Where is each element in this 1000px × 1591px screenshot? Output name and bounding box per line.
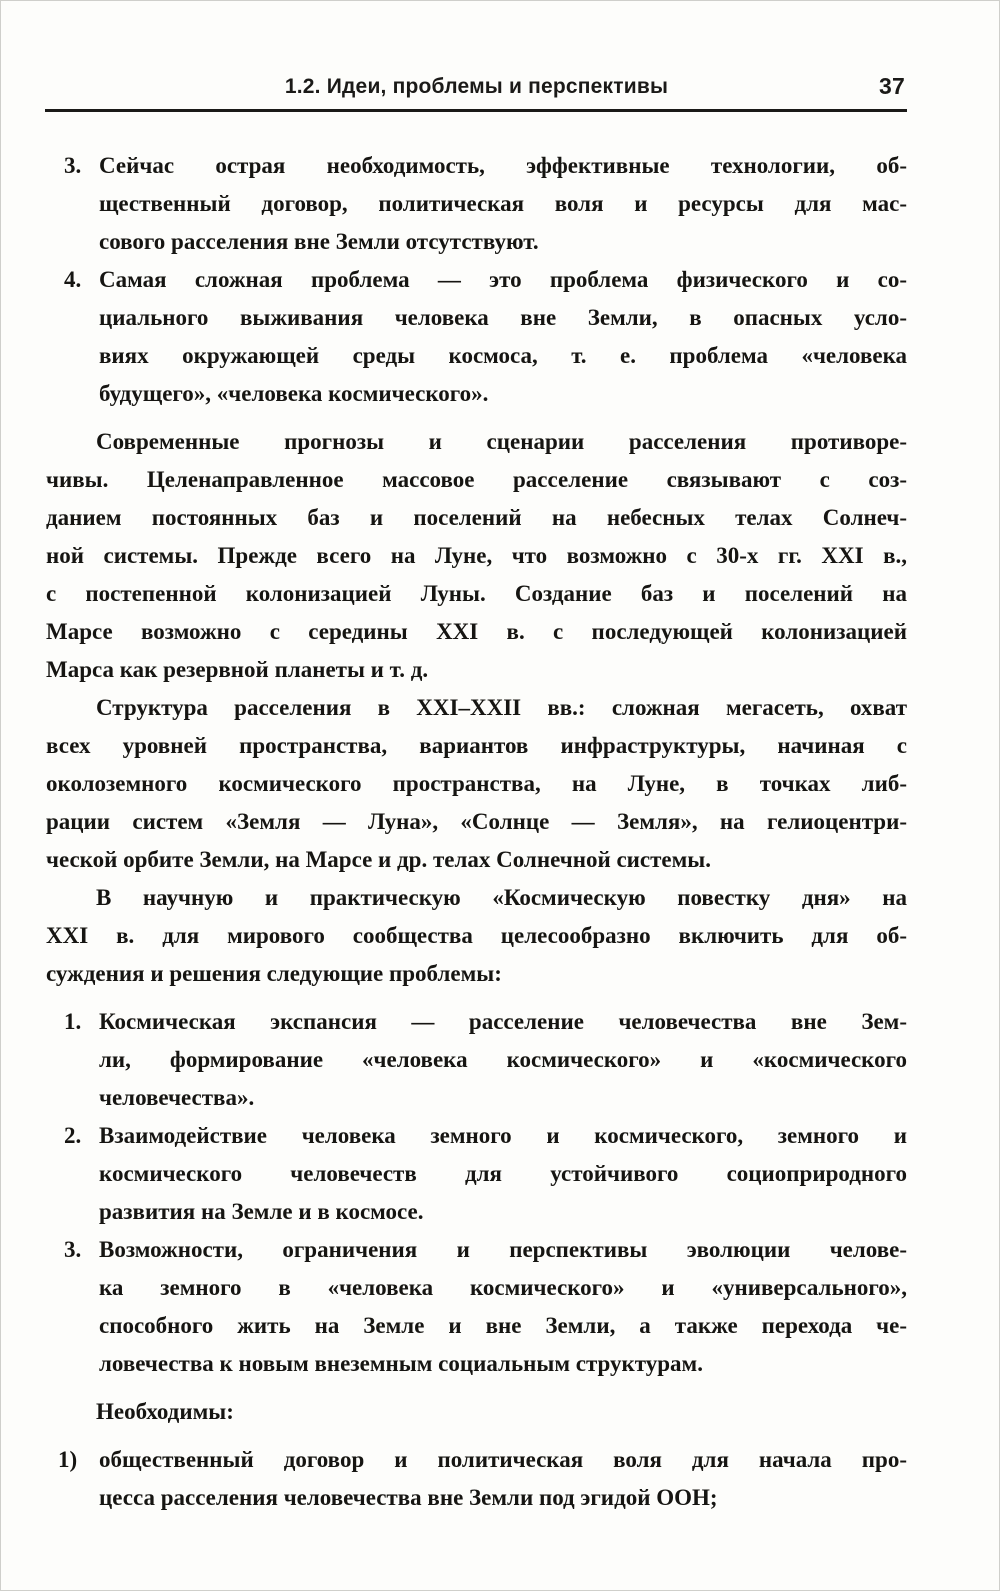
text-line: Необходимы:	[96, 1399, 234, 1424]
header-rule	[45, 109, 907, 112]
text-line: сового расселения вне Земли отсутствуют.	[99, 229, 539, 254]
list-marker: 1.	[64, 1009, 82, 1034]
list-marker: 3.	[64, 1237, 82, 1262]
text-line: чивы. Целенаправленное массовое расселение связывают с соз-	[46, 467, 907, 492]
text-line: Структура расселения в XXI–XXII вв.: сложная мегасеть, охват	[96, 695, 907, 720]
list-marker: 3.	[64, 153, 82, 178]
text-line: рации систем «Земля — Луна», «Солнце — Земля», на гелиоцентри-	[46, 809, 907, 834]
text-line: Взаимодействие человека земного и космического, земного и	[99, 1123, 907, 1148]
text-line: Современные прогнозы и сценарии расселения противоре-	[96, 429, 907, 454]
list-item	[46, 147, 907, 261]
list-item	[46, 1117, 907, 1231]
text-line: ловечества к новым внеземным социальным структурам.	[99, 1351, 703, 1376]
paragraph	[46, 689, 907, 879]
text-line: виях окружающей среды космоса, т. е. проблема «человека	[99, 343, 907, 368]
text-line: XXI в. для мирового сообщества целесообразно включить для об-	[46, 923, 907, 948]
text-line: данием постоянных баз и поселений на небесных телах Солнеч-	[46, 505, 907, 530]
text-line: ка земного в «человека космического» и «универсального»,	[99, 1275, 907, 1300]
text-line: Космическая экспансия — расселение человечества вне Зем-	[99, 1009, 907, 1034]
text-line: цесса расселения человечества вне Земли под эгидой ООН;	[99, 1485, 718, 1510]
paragraph	[46, 1393, 907, 1431]
running-head	[46, 75, 907, 105]
text-line: человечества».	[99, 1085, 255, 1110]
page-content	[46, 147, 907, 1517]
text-line: Возможности, ограничения и перспективы эволюции челове-	[99, 1237, 907, 1262]
text-line: космического человечеств для устойчивого социоприродного	[99, 1161, 907, 1186]
list-item	[46, 261, 907, 413]
page-number: 37	[879, 73, 905, 99]
text-line: Самая сложная проблема — это проблема физического и со-	[99, 267, 907, 292]
text-line: всех уровней пространства, вариантов инфраструктуры, начиная с	[46, 733, 907, 758]
text-line: ной системы. Прежде всего на Луне, что возможно с 30-х гг. XXI в.,	[46, 543, 907, 568]
text-line: Сейчас острая необходимость, эффективные технологии, об-	[99, 153, 907, 178]
paragraph	[46, 879, 907, 993]
text-line: с постепенной колонизацией Луны. Создание баз и поселений на	[46, 581, 907, 606]
text-line: ли, формирование «человека космического» и «космического	[99, 1047, 907, 1072]
text-line: Марсе возможно с середины XXI в. с последующей колонизацией	[46, 619, 907, 644]
text-line: общественный договор и политическая воля для начала про-	[99, 1447, 907, 1472]
text-line: циального выживания человека вне Земли, в опасных усло-	[99, 305, 907, 330]
paragraph	[46, 423, 907, 689]
text-line: будущего», «человека космического».	[99, 381, 489, 406]
list-marker: 4.	[64, 267, 82, 292]
text-line: В научную и практическую «Космическую повестку дня» на	[96, 885, 907, 910]
text-line: суждения и решения следующие проблемы:	[46, 961, 502, 986]
list-marker: 1)	[58, 1447, 78, 1472]
text-line: развития на Земле и в космосе.	[99, 1199, 424, 1224]
text-line: ческой орбите Земли, на Марсе и др. телах Солнечной системы.	[46, 847, 712, 872]
text-line: околоземного космического пространства, на Луне, в точках либ-	[46, 771, 907, 796]
list-item	[46, 1003, 907, 1117]
text-line: Марса как резервной планеты и т. д.	[46, 657, 429, 682]
text-line: способного жить на Земле и вне Земли, а также перехода че-	[99, 1313, 907, 1338]
text-line: щественный договор, политическая воля и ресурсы для мас-	[99, 191, 907, 216]
list-item	[46, 1441, 907, 1517]
section-title: 1.2. Идеи, проблемы и перспективы	[284, 75, 669, 98]
list-item	[46, 1231, 907, 1383]
list-marker: 2.	[64, 1123, 82, 1148]
